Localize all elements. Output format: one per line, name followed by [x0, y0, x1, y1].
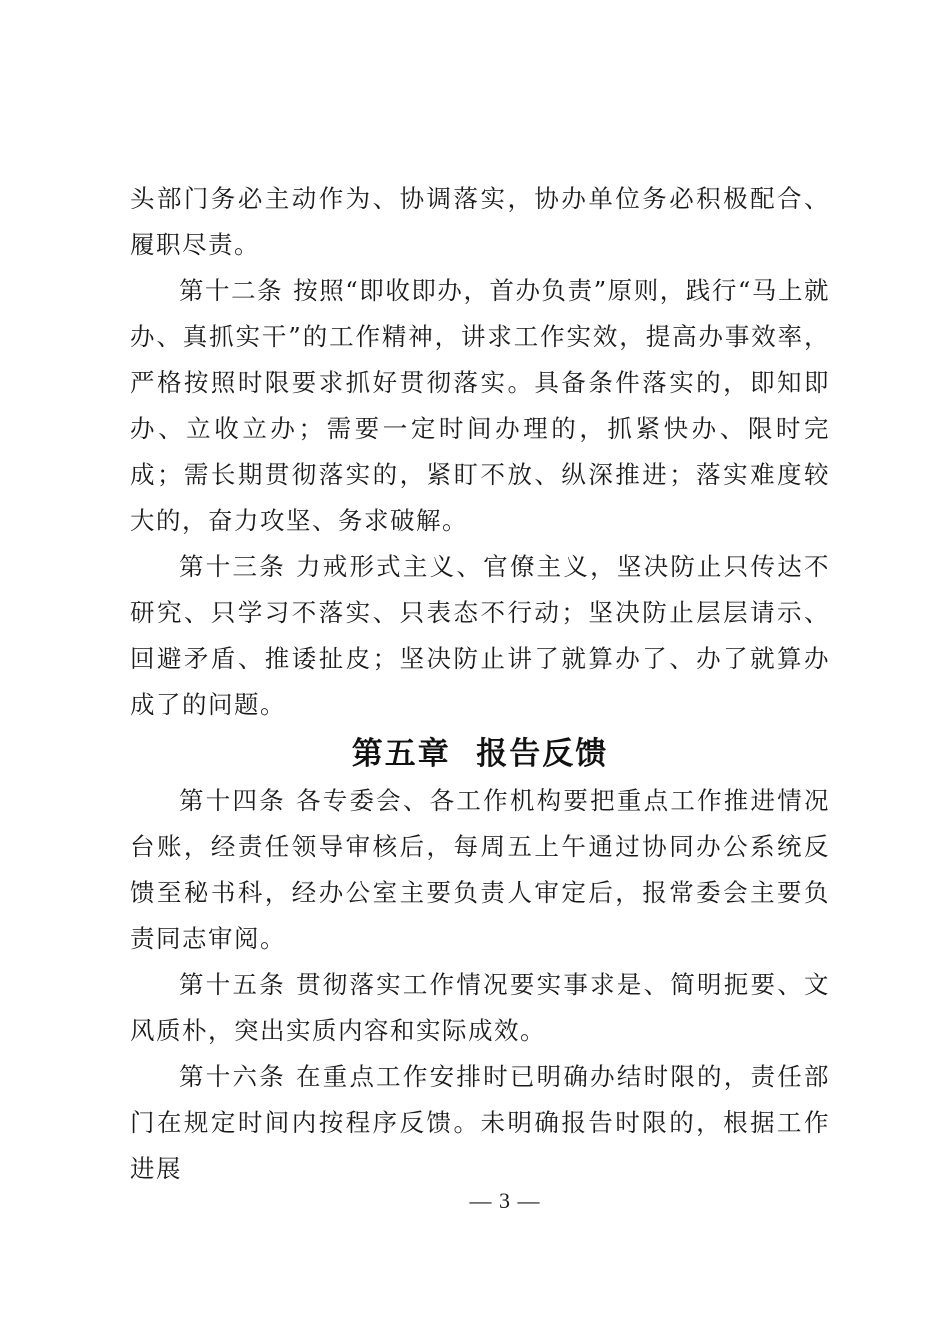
- page-number: — 3 —: [469, 1188, 541, 1213]
- article-16-text: 在重点工作安排时已明确办结时限的，责任部门在规定时间内按程序反馈。未明确报告时限的，根据工作进展: [130, 1062, 831, 1183]
- article-16-number: 第十六条: [179, 1062, 286, 1091]
- article-13-number: 第十三条: [179, 552, 286, 581]
- article-13-text: 力戒形式主义、官僚主义，坚决防止只传达不研究、只学习不落实、只表态不行动；坚决防止层层请示、回避矛盾、推诿扯皮；坚决防止讲了就算办了、办了就算办成了的问题。: [130, 552, 831, 719]
- article-14-text: 各专委会、各工作机构要把重点工作推进情况台账，经责任领导审核后，每周五上午通过协同办公系统反馈至秘书科，经办公室主要负责人审定后，报常委会主要负责同志审阅。: [130, 786, 831, 953]
- article-12-number: 第十二条: [179, 276, 284, 305]
- article-14-paragraph: [130, 778, 830, 962]
- article-16-paragraph: [130, 1054, 830, 1192]
- article-14-number: 第十四条: [179, 786, 286, 815]
- article-13-paragraph: [130, 544, 830, 728]
- article-15-text: 贯彻落实工作情况要实事求是、简明扼要、文风质朴，突出实质内容和实际成效。: [130, 970, 831, 1045]
- document-body: [130, 176, 830, 1192]
- chapter-heading: 第五章 报告反馈: [351, 736, 609, 772]
- article-12-text: 按照“即收即办，首办负责”原则，践行“马上就办、真抓实干”的工作精神，讲求工作实效，提高办事效率，严格按照时限要求抓好贯彻落实。具备条件落实的，即知即办、立收立办；需要一定时间办理的，抓紧快办、限时完成；需长期贯彻落实的，紧盯不放、纵深推进；落实难度较大的，奋力攻坚、务求破解。: [130, 276, 831, 535]
- continued-paragraph: 头部门务必主动作为、协调落实，协办单位务必积极配合、履职尽责。: [130, 184, 830, 259]
- article-15-number: 第十五条: [179, 970, 286, 999]
- article-12-paragraph: [130, 268, 830, 544]
- article-15-paragraph: [130, 962, 830, 1054]
